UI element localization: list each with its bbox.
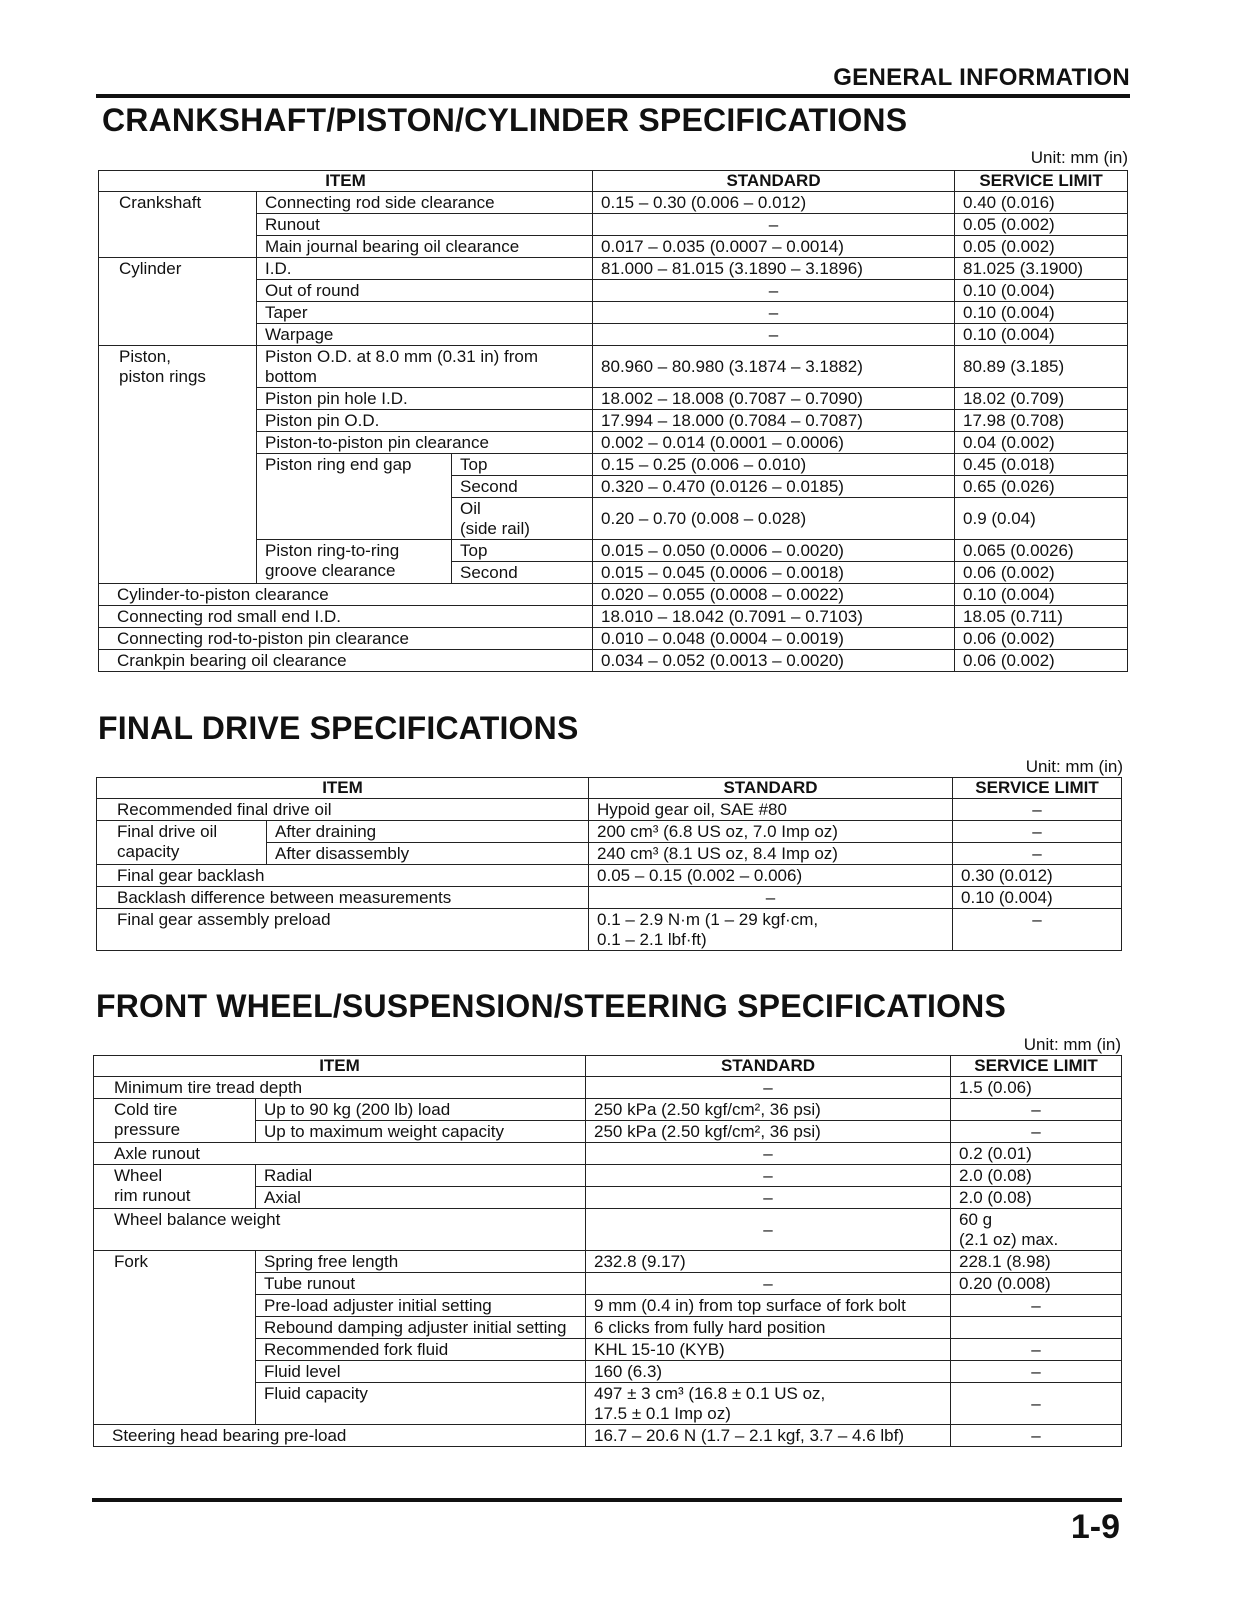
table-header-row [94,1056,1122,1077]
footer-rule [92,1498,1122,1502]
final-drive-specs-table [96,777,1122,951]
col-standard: STANDARD [593,171,955,192]
col-item: ITEM [99,171,593,192]
table-row: Wheel rim runout Radial – 2.0 (0.08) [94,1165,1122,1187]
table-row: Connecting rod small end I.D. 18.010 – 18.042 (0.7091 – 0.7103) 18.05 (0.711) [99,606,1128,628]
table-row: Piston-to-piston pin clearance 0.002 – 0.014 (0.0001 – 0.0006) 0.04 (0.002) [99,432,1128,454]
table-row: Main journal bearing oil clearance 0.017 – 0.035 (0.0007 – 0.0014) 0.05 (0.002) [99,236,1128,258]
table-row: Oil (side rail) 0.20 – 0.70 (0.008 – 0.028) 0.9 (0.04) [99,498,1128,540]
final-unit-label: Unit: mm (in) [1025,757,1123,776]
table-row: Second 0.015 – 0.045 (0.0006 – 0.0018) 0.06 (0.002) [99,562,1128,584]
table-row: Fork Spring free length 232.8 (9.17) 228.1 (8.98) [94,1251,1122,1273]
page-number: 1-9 [1070,1508,1120,1546]
table-row: Minimum tire tread depth – 1.5 (0.06) [94,1077,1122,1099]
table-header-row [99,171,1128,192]
crankshaft-specs-title: CRANKSHAFT/PISTON/CYLINDER SPECIFICATIONS [102,102,908,138]
group-piston: Piston, piston rings [99,346,257,584]
group-rim-runout: Wheel rim runout [94,1165,256,1209]
page-header [96,64,1130,98]
table-row: Warpage – 0.10 (0.004) [99,324,1128,346]
final-drive-specs-title: FINAL DRIVE SPECIFICATIONS [98,710,579,746]
table-header-row [97,778,1122,799]
subgroup-ring-end-gap: Piston ring end gap [257,454,452,540]
table-row: Cylinder I.D. 81.000 – 81.015 (3.1890 – 3.1896) 81.025 (3.1900) [99,258,1128,280]
table-row: Final drive oil capacity After draining 200 cm³ (6.8 US oz, 7.0 Imp oz) – [97,821,1122,843]
table-row: After disassembly 240 cm³ (8.1 US oz, 8.4 Imp oz) – [97,843,1122,865]
table-row: Recommended fork fluid KHL 15-10 (KYB) – [94,1339,1122,1361]
crank-unit-label: Unit: mm (in) [1030,148,1128,167]
front-unit-label: Unit: mm (in) [1023,1035,1121,1054]
table-row: Piston pin hole I.D. 18.002 – 18.008 (0.7087 – 0.7090) 18.02 (0.709) [99,388,1128,410]
col-service-limit: SERVICE LIMIT [955,171,1128,192]
table-row: Fluid level 160 (6.3) – [94,1361,1122,1383]
table-row: Crankpin bearing oil clearance 0.034 – 0.052 (0.0013 – 0.0020) 0.06 (0.002) [99,650,1128,672]
front-wheel-specs-title: FRONT WHEEL/SUSPENSION/STEERING SPECIFICATIONS [96,988,1007,1024]
table-row: Piston, piston rings Piston O.D. at 8.0 mm (0.31 in) from bottom 80.960 – 80.980 (3.1874 – 3.1882) 80.89 (3.185) [99,346,1128,388]
group-fork: Fork [94,1251,256,1425]
table-row: Piston pin O.D. 17.994 – 18.000 (0.7084 – 0.7087) 17.98 (0.708) [99,410,1128,432]
table-row: Connecting rod-to-piston pin clearance 0.010 – 0.048 (0.0004 – 0.0019) 0.06 (0.002) [99,628,1128,650]
col-item: ITEM [97,778,589,799]
table-row: Runout – 0.05 (0.002) [99,214,1128,236]
header-rule [96,94,1130,98]
table-row: Second 0.320 – 0.470 (0.0126 – 0.0185) 0.65 (0.026) [99,476,1128,498]
table-row: Out of round – 0.10 (0.004) [99,280,1128,302]
col-standard: STANDARD [589,778,953,799]
table-row: Up to maximum weight capacity 250 kPa (2.50 kgf/cm², 36 psi) – [94,1121,1122,1143]
table-row: Pre-load adjuster initial setting 9 mm (0.4 in) from top surface of fork bolt – [94,1295,1122,1317]
table-row: Rebound damping adjuster initial setting 6 clicks from fully hard position [94,1317,1122,1339]
table-row: Backlash difference between measurements – 0.10 (0.004) [97,887,1122,909]
group-cylinder: Cylinder [99,258,257,346]
group-crankshaft: Crankshaft [99,192,257,258]
table-row: Axial – 2.0 (0.08) [94,1187,1122,1209]
table-row: Crankshaft Connecting rod side clearance 0.15 – 0.30 (0.006 – 0.012) 0.40 (0.016) [99,192,1128,214]
table-row: Axle runout – 0.2 (0.01) [94,1143,1122,1165]
table-row: Piston ring end gap Top 0.15 – 0.25 (0.006 – 0.010) 0.45 (0.018) [99,454,1128,476]
table-row: Wheel balance weight – 60 g (2.1 oz) max. [94,1209,1122,1251]
front-wheel-specs-table [93,1055,1122,1447]
table-row: Cylinder-to-piston clearance 0.020 – 0.055 (0.0008 – 0.0022) 0.10 (0.004) [99,584,1128,606]
table-row: Tube runout – 0.20 (0.008) [94,1273,1122,1295]
col-service-limit: SERVICE LIMIT [951,1056,1122,1077]
col-standard: STANDARD [586,1056,951,1077]
table-row: Final gear backlash 0.05 – 0.15 (0.002 – 0.006) 0.30 (0.012) [97,865,1122,887]
group-tire-pressure: Cold tire pressure [94,1099,256,1143]
table-row: Taper – 0.10 (0.004) [99,302,1128,324]
table-row: Steering head bearing pre-load 16.7 – 20.6 N (1.7 – 2.1 kgf, 3.7 – 4.6 lbf) – [94,1425,1122,1447]
section-title: GENERAL INFORMATION [833,64,1130,91]
table-row: Piston ring-to-ring groove clearance Top 0.015 – 0.050 (0.0006 – 0.0020) 0.065 (0.0026) [99,540,1128,562]
crankshaft-specs-table [98,170,1128,672]
table-row: Cold tire pressure Up to 90 kg (200 lb) load 250 kPa (2.50 kgf/cm², 36 psi) – [94,1099,1122,1121]
group-oil-capacity: Final drive oil capacity [97,821,267,865]
table-row: Fluid capacity 497 ± 3 cm³ (16.8 ± 0.1 US oz, 17.5 ± 0.1 Imp oz) – [94,1383,1122,1425]
subgroup-ring-groove: Piston ring-to-ring groove clearance [257,540,452,584]
table-row: Final gear assembly preload 0.1 – 2.9 N·m (1 – 29 kgf·cm, 0.1 – 2.1 lbf·ft) – [97,909,1122,951]
col-service-limit: SERVICE LIMIT [953,778,1122,799]
table-row: Recommended final drive oil Hypoid gear oil, SAE #80 – [97,799,1122,821]
col-item: ITEM [94,1056,586,1077]
